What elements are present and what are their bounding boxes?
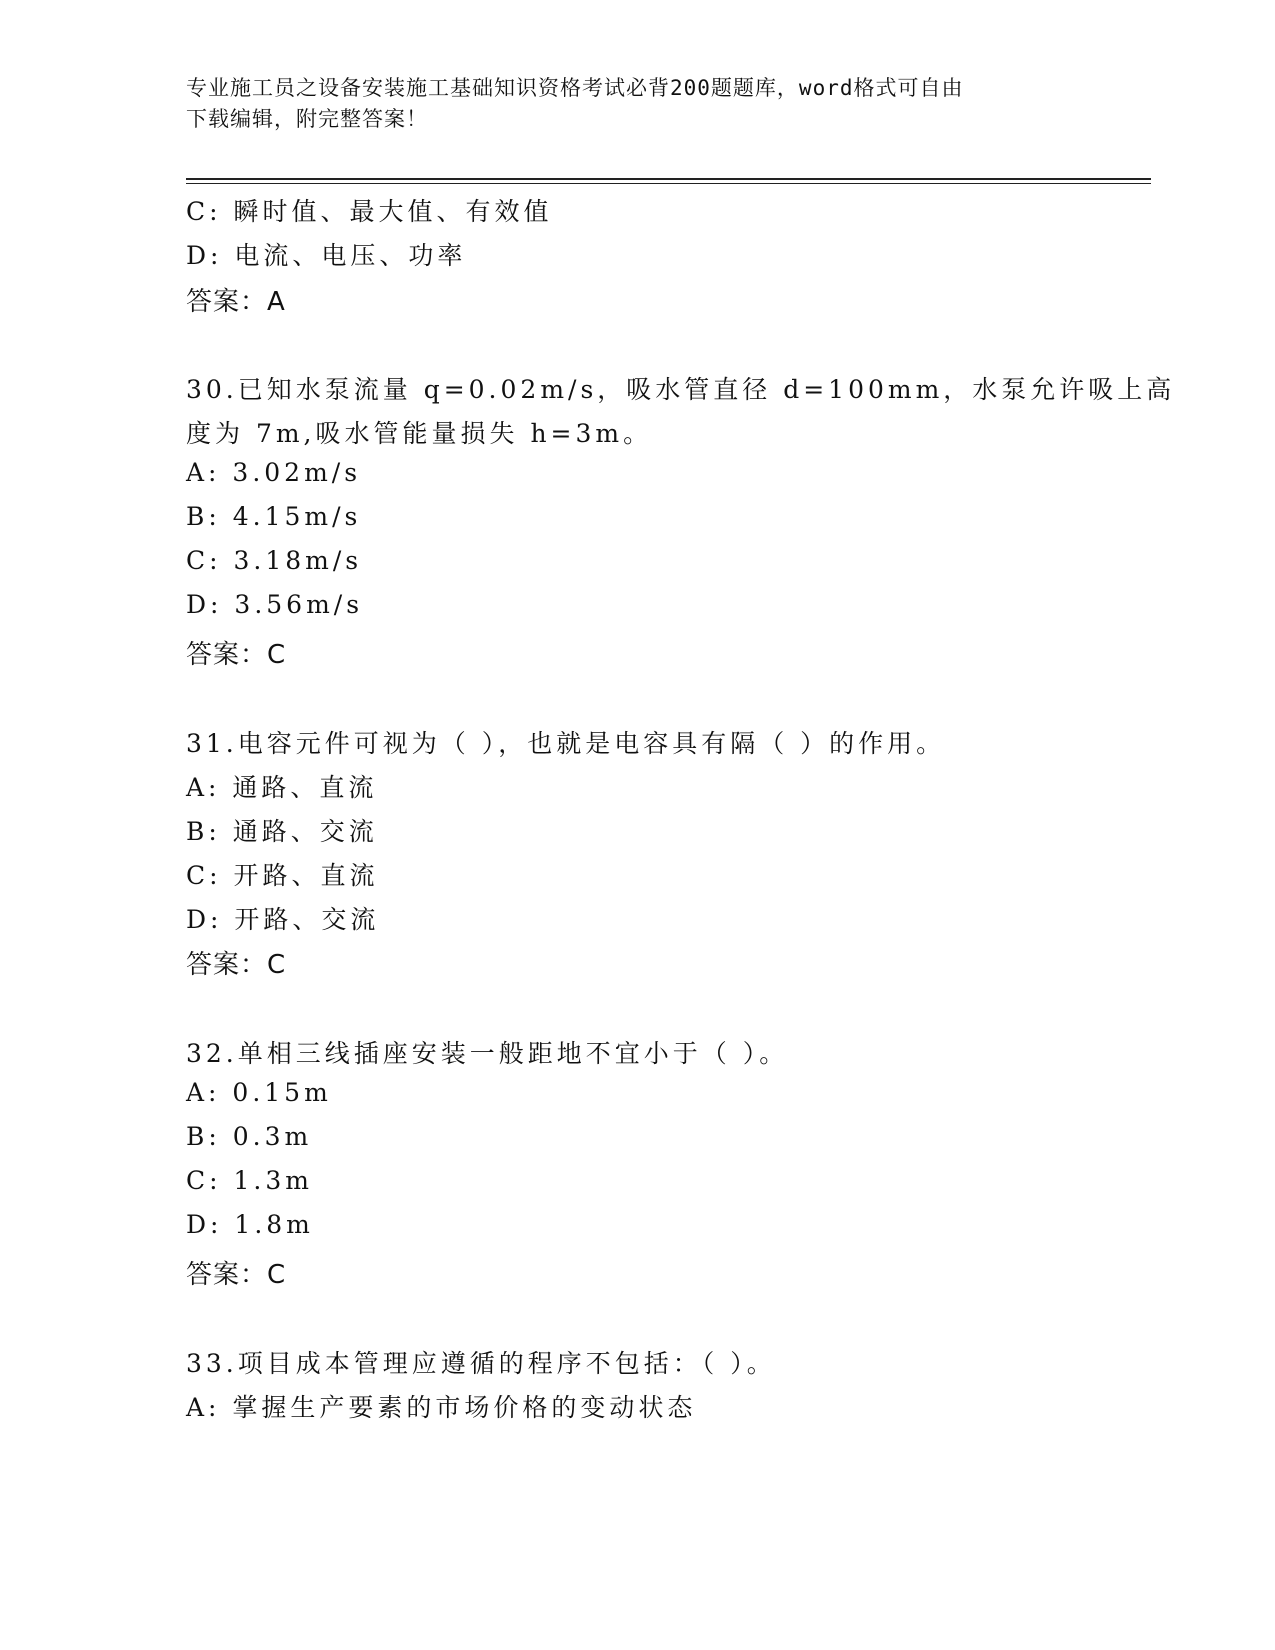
- header-divider-thin: [186, 183, 1151, 184]
- q32-option-b: B: 0.3m: [186, 1122, 313, 1151]
- q32-option-c: C: 1.3m: [186, 1166, 313, 1195]
- header-line-1: 专业施工员之设备安装施工基础知识资格考试必背200题题库，word格式可自由: [186, 76, 964, 100]
- document-header: [186, 73, 1086, 135]
- q31-answer: 答案：C: [186, 950, 287, 980]
- q32-stem: 32.单相三线插座安装一般距地不宜小于（ ）。: [186, 1039, 789, 1068]
- q31-option-a: A: 通路、直流: [186, 773, 378, 802]
- q30-option-b: B: 4.15m/s: [186, 502, 362, 531]
- q30-stem-line-1: 30.已知水泵流量 q=0.02m/s，吸水管直径 d=100mm，水泵允许吸上高: [186, 375, 1176, 404]
- q32-option-d: D: 1.8m: [186, 1210, 314, 1239]
- q30-stem-line-2: 度为 7m,吸水管能量损失 h=3m。: [186, 419, 653, 448]
- q30-option-c: C: 3.18m/s: [186, 546, 363, 575]
- prev-option-c: C: 瞬时值、最大值、有效值: [186, 197, 553, 226]
- q30-answer: 答案：C: [186, 640, 287, 670]
- q30-option-a: A: 3.02m/s: [186, 458, 362, 487]
- q32-option-a: A: 0.15m: [186, 1078, 332, 1107]
- header-line-2: 下载编辑，附完整答案！: [186, 107, 428, 131]
- header-divider-thick: [186, 178, 1151, 180]
- prev-answer: 答案：A: [186, 287, 286, 317]
- q31-stem: 31.电容元件可视为（ ），也就是电容具有隔（ ）的作用。: [186, 729, 946, 758]
- q31-option-c: C: 开路、直流: [186, 861, 379, 890]
- q32-answer: 答案：C: [186, 1260, 287, 1290]
- q31-option-d: D: 开路、交流: [186, 905, 380, 934]
- q33-option-a: A: 掌握生产要素的市场价格的变动状态: [186, 1393, 697, 1422]
- prev-option-d: D: 电流、电压、功率: [186, 241, 467, 270]
- q31-option-b: B: 通路、交流: [186, 817, 378, 846]
- q30-option-d: D: 3.56m/s: [186, 590, 364, 619]
- q33-stem: 33.项目成本管理应遵循的程序不包括：（ ）。: [186, 1349, 776, 1378]
